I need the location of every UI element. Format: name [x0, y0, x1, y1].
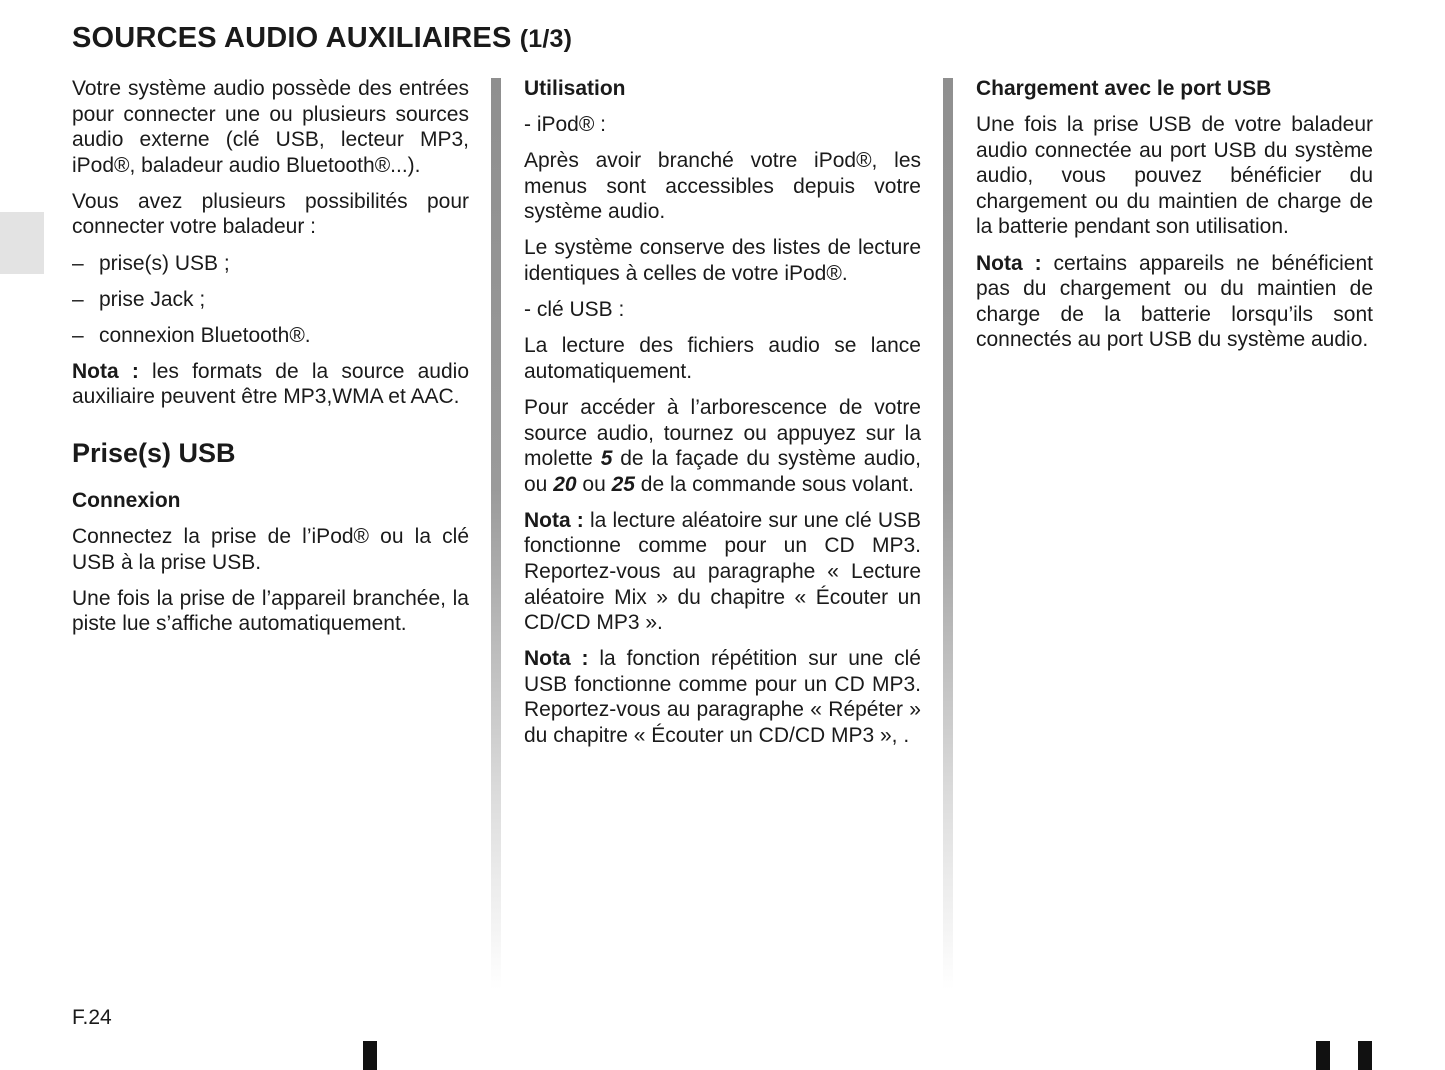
- nota-label: Nota :: [524, 508, 584, 532]
- page-title: [72, 22, 572, 55]
- list-item-text: connexion Bluetooth®.: [99, 323, 311, 347]
- list-dash: –: [72, 323, 84, 347]
- charging-paragraph: Une fois la prise USB de votre baladeur audio connectée au port USB du système audio, vous pouvez bénéficier du chargement ou du maintien de charge de la batterie pendant son utilisation.: [976, 113, 1373, 239]
- crop-mark: [363, 1041, 377, 1070]
- column-3: [976, 76, 1373, 363]
- nota-text: la fonction répétition sur une clé USB fonctionne comme pour un CD MP3. Reportez-vous au paragraphe « Répéter » du chapitre « Écouter un CD/CD MP3 », .: [524, 647, 921, 748]
- crop-mark: [1358, 1041, 1372, 1070]
- connexion-paragraph-1: Connectez la prise de l’iPod® ou la clé USB à la prise USB.: [72, 525, 469, 574]
- nota-label: Nota :: [72, 359, 139, 383]
- tree-text-b: de la façade du système audio, ou: [524, 447, 921, 496]
- tree-text-d: de la commande sous volant.: [634, 472, 914, 496]
- column-1: [72, 76, 469, 648]
- column-divider: [943, 78, 953, 990]
- usb-label: - clé USB :: [524, 298, 625, 322]
- intro-paragraph: Votre système audio possède des entrées pour connecter une ou plusieurs sources audio externe (clé USB, lecteur MP3, iPod®, baladeur audio Bluetooth®...).: [72, 77, 469, 177]
- list-item: [72, 287, 469, 313]
- possibilities-paragraph: Vous avez plusieurs possibilités pour connecter votre baladeur :: [72, 189, 469, 239]
- nota-paragraph: [976, 251, 1373, 353]
- ipod-paragraph-1: Après avoir branché votre iPod®, les menus sont accessibles depuis votre système audio.: [524, 149, 921, 224]
- chapter-tab: [0, 212, 44, 274]
- usb-paragraph: La lecture des fichiers audio se lance automatiquement.: [524, 334, 921, 383]
- list-item: [72, 323, 469, 349]
- list-item: [72, 251, 469, 277]
- nota-text: les formats de la source audio auxiliaire peuvent être MP3,WMA et AAC.: [72, 359, 469, 409]
- nota-label: Nota :: [976, 251, 1042, 275]
- charging-heading: Chargement avec le port USB: [976, 77, 1272, 100]
- tree-paragraph: [524, 395, 921, 497]
- page-number: F.24: [72, 1006, 112, 1029]
- nota-text: certains appareils ne bénéficient pas du chargement ou du maintien de charge de la batterie lorsqu’ils sont connectés au port USB du système audio.: [976, 251, 1373, 352]
- list-item-text: prise(s) USB ;: [99, 251, 230, 275]
- title-text: SOURCES AUDIO AUXILIAIRES: [72, 22, 512, 54]
- list-dash: –: [72, 251, 84, 275]
- tree-text-c: ou: [576, 472, 612, 496]
- control-number: 5: [600, 447, 613, 471]
- connexion-heading: Connexion: [72, 489, 181, 513]
- utilisation-heading: Utilisation: [524, 77, 626, 100]
- column-2: [524, 76, 921, 759]
- nota-paragraph: [524, 508, 921, 636]
- nota-paragraph: [524, 646, 921, 748]
- nota-label: Nota :: [524, 647, 589, 671]
- section-title: Prise(s) USB: [72, 438, 236, 469]
- tree-text-a: Pour accéder à l’arborescence de votre source audio, tournez ou appuyez sur la molette: [524, 395, 921, 471]
- connexion-paragraph-2: Une fois la prise de l’appareil branchée, la piste lue s’affiche automatiquement.: [72, 586, 469, 636]
- column-divider: [491, 78, 501, 990]
- ipod-paragraph-2: Le système conserve des listes de lecture identiques à celles de votre iPod®.: [524, 236, 921, 286]
- ipod-label: - iPod® :: [524, 113, 607, 137]
- page-indicator: (1/3): [519, 25, 573, 53]
- control-number: 20: [553, 472, 577, 496]
- nota-paragraph: [72, 359, 469, 410]
- nota-text: la lecture aléatoire sur une clé USB fonctionne comme pour un CD MP3. Reportez-vous au paragraphe « Lecture aléatoire Mix » du chapitre « Écouter un CD/CD MP3 ».: [524, 508, 921, 635]
- list-dash: –: [72, 287, 84, 311]
- control-number: 25: [611, 472, 635, 496]
- list-item-text: prise Jack ;: [99, 287, 206, 311]
- crop-mark: [1316, 1041, 1330, 1070]
